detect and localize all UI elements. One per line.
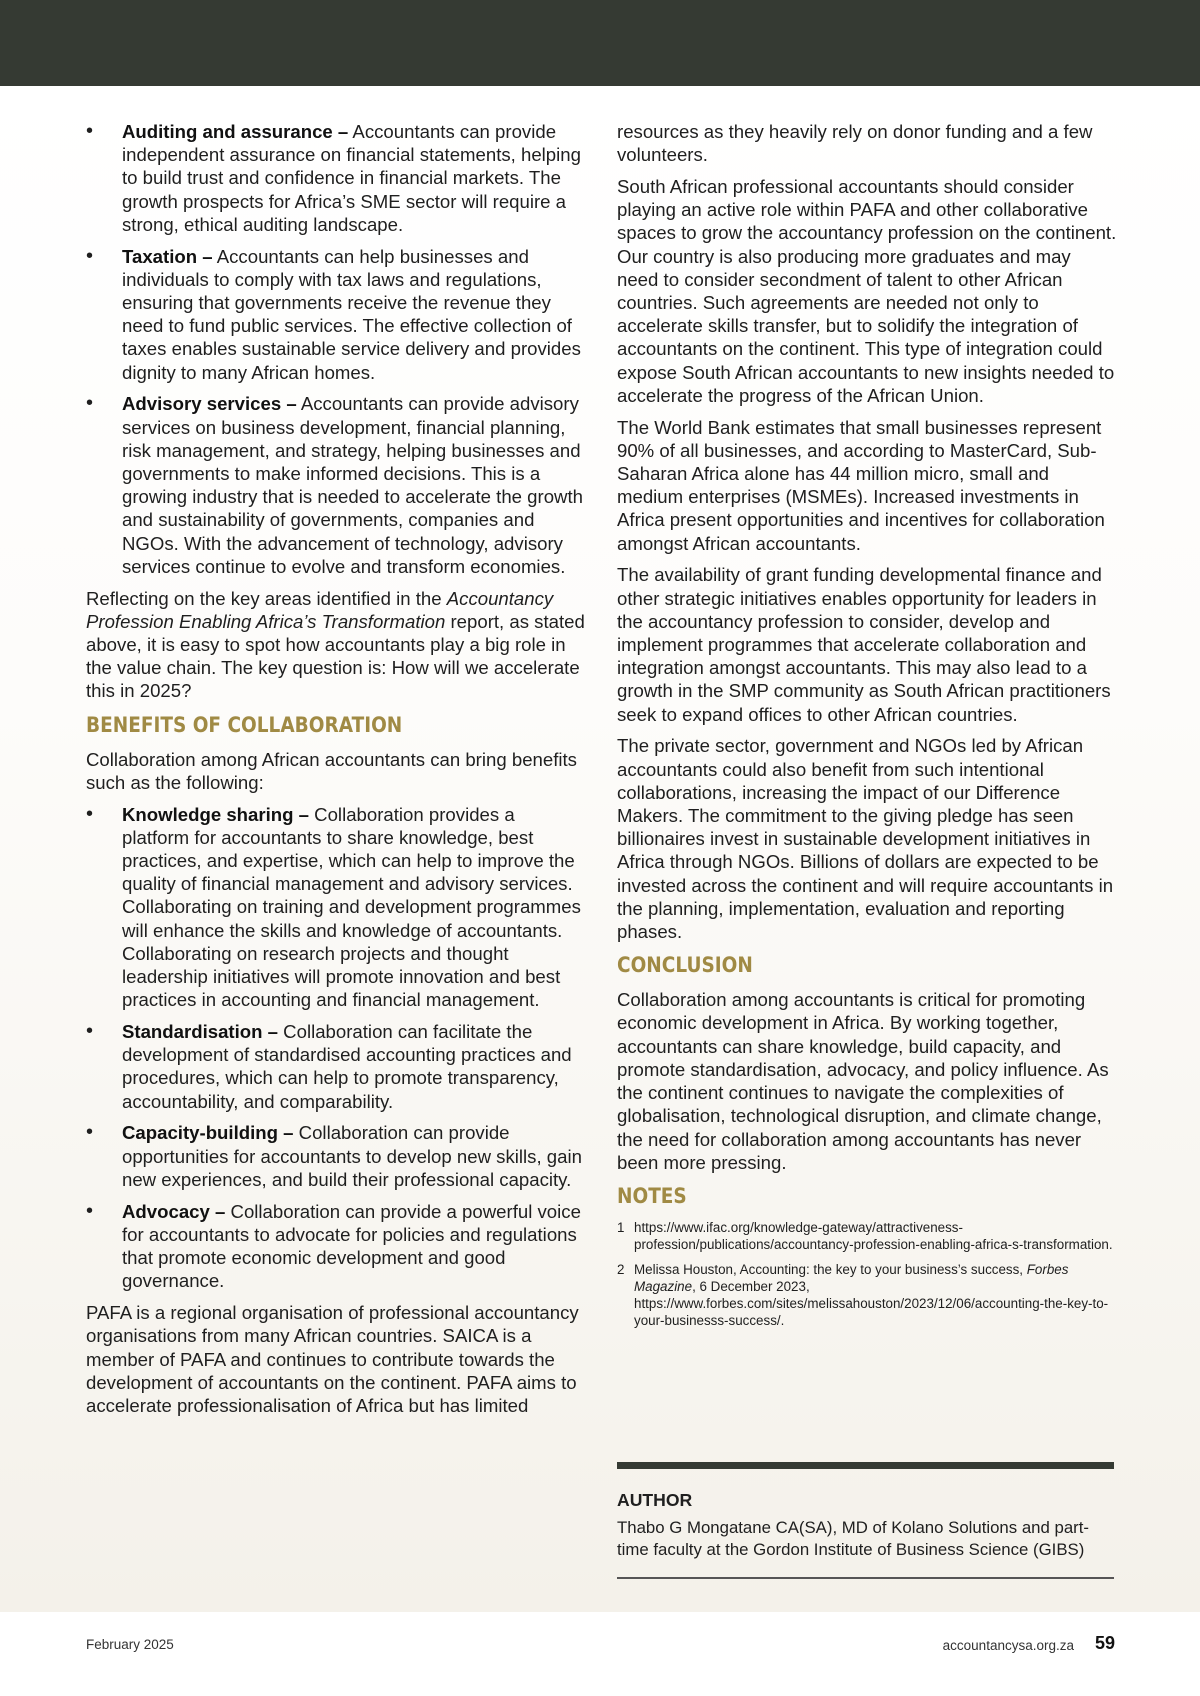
bullet-text: Collaboration provides a platform for accountants to share knowledge, best practices, and expertise, which can help to improve the quality of financial management and advisory services. Collaborating on training and development programmes will enhance the skills and knowledge of accountants. Collaborating on research projects and thought leadership initiatives will promote innovation and best practices in accounting and financial management. xyxy=(122,803,581,1011)
reflection-text: Reflecting on the key areas identified in the xyxy=(86,587,447,609)
reflection-paragraph xyxy=(86,587,586,703)
note-text: , 6 December 2023, https://www.forbes.com/sites/melissahouston/2023/12/06/accounting-the-key-to-your-businesss-success/. xyxy=(634,1278,1109,1328)
bullet-icon: • xyxy=(86,1199,94,1222)
bullet-icon: • xyxy=(86,1121,94,1144)
bullet-icon: • xyxy=(86,1020,94,1043)
bullet-text: Collaboration can facilitate the development of standardised accounting practices and procedures, which can help to promote transparency, accountability, and comparability. xyxy=(122,1021,572,1112)
bullet-term: Knowledge sharing – xyxy=(122,803,309,825)
bullet-term: Standardisation – xyxy=(122,1021,279,1043)
pafa-paragraph: PAFA is a regional organisation of professional accountancy organisations from many African countries. SAICA is a member of PAFA and continues to contribute towards the development of accountants on the continent. PAFA aims to accelerate professionalisation of Africa but has limited xyxy=(86,1302,579,1416)
bullet-icon: • xyxy=(86,244,94,267)
paragraph: The World Bank estimates that small businesses represent 90% of all businesses, and according to MasterCard, Sub-Saharan Africa alone has 44 million micro, small and medium enterprises (MSMEs). Increased investments in Africa present opportunities and incentives for collaboration amongst African accountants. xyxy=(617,416,1105,554)
paragraph: The private sector, government and NGOs led by African accountants could also benefit from such intentional collaborations, increasing the impact of our Difference Makers. The commitment to the giving pledge has seen billionaires invest in sustainable development initiatives in Africa through NGOs. Billions of dollars are expected to be invested across the continent and will require accountants in the planning, implementation, evaluation and reporting phases. xyxy=(617,735,1114,943)
footer-date: February 2025 xyxy=(86,1637,174,1652)
right-column xyxy=(617,120,1117,1337)
author-bio: Thabo G Mongatane CA(SA), MD of Kolano Solutions and part-time faculty at the Gordon Institute of Business Science (GIBS) xyxy=(617,1518,1089,1559)
bullet-item xyxy=(86,803,586,1012)
bullet-term: Auditing and assurance – xyxy=(122,121,349,142)
benefits-intro: Collaboration among African accountants can bring benefits such as the following: xyxy=(86,748,577,793)
author-divider-bottom xyxy=(617,1577,1114,1579)
bullet-item xyxy=(86,1200,586,1293)
bullet-icon: • xyxy=(86,392,94,415)
paragraph: The availability of grant funding developmental finance and other strategic initiatives enables opportunity for leaders in the accountancy profession to consider, develop and implement programmes that accelerate collaboration and integration amongst accountants. This may also lead to a growth in the SMP community as South African practitioners seek to expand offices to other African countries. xyxy=(617,564,1111,725)
notes-heading: NOTES xyxy=(617,1183,687,1209)
bullet-item xyxy=(86,245,586,384)
note-number: 1 xyxy=(617,1219,625,1235)
note-text: https://www.ifac.org/knowledge-gateway/attractiveness-profession/publications/accountancy-profession-enabling-africa-s-transformation. xyxy=(634,1219,1113,1252)
conclusion-paragraph: Collaboration among accountants is critical for promoting economic development in Africa. By working together, accountants can share knowledge, build capacity, and promote standardisation, advocacy, and policy influence. As the continent continues to navigate the complexities of globalisation, technological disruption, and climate change, the need for collaboration among accountants has never been more pressing. xyxy=(617,989,1109,1173)
bullet-term: Advocacy – xyxy=(122,1200,226,1222)
benefits-list xyxy=(86,803,586,1293)
notes-list xyxy=(617,1219,1117,1329)
bullet-icon: • xyxy=(86,120,94,142)
author-label: AUTHOR xyxy=(617,1490,693,1510)
bullet-term: Taxation – xyxy=(122,245,213,267)
header-band xyxy=(0,0,1200,86)
bullet-text: Accountants can provide advisory services on business development, financial planning, risk management, and strategy, helping businesses and governments to make informed decisions. This is a growing industry that is needed to accelerate the growth and sustainability of governments, companies and NGOs. With the advancement of technology, advisory services continue to evolve and transform economies. xyxy=(122,393,583,577)
footer-website-link[interactable]: accountancysa.org.za xyxy=(942,1638,1074,1653)
note-text: Melissa Houston, Accounting: the key to your business’s success, xyxy=(634,1261,1027,1277)
note-item xyxy=(617,1219,1117,1253)
reflection-text-end: report, as stated above, it is easy to spot how accountants play a big role in the value chain. The key question is: How will we accelerate this in 2025? xyxy=(86,610,585,702)
conclusion-heading: CONCLUSION xyxy=(617,953,753,979)
note-item xyxy=(617,1261,1117,1329)
bullet-text: Accountants can help businesses and individuals to comply with tax laws and regulations, ensuring that governments receive the revenue they need to fund public services. The effective collection of taxes enables sustainable service delivery and provides dignity to many African homes. xyxy=(122,245,581,383)
bullet-item xyxy=(86,120,586,236)
key-areas-list xyxy=(86,120,586,578)
bullet-term: Advisory services – xyxy=(122,393,297,415)
bullet-term: Capacity-building – xyxy=(122,1122,294,1144)
bullet-item xyxy=(86,392,586,578)
paragraph: resources as they heavily rely on donor funding and a few volunteers. xyxy=(617,121,1093,166)
bullet-item xyxy=(86,1020,586,1113)
page-number: 59 xyxy=(1094,1633,1115,1653)
bullet-item xyxy=(86,1121,586,1191)
left-column xyxy=(86,120,586,1426)
author-divider-top xyxy=(617,1462,1114,1469)
report-title: Accountancy Profession Enabling Africa’s Transformation xyxy=(86,587,554,632)
bullet-icon: • xyxy=(86,802,94,825)
benefits-heading: BENEFITS OF COLLABORATION xyxy=(86,712,403,738)
note-number: 2 xyxy=(617,1261,625,1277)
bullet-text: Collaboration can provide a powerful voice for accountants to advocate for policies and regulations that promote economic development and good governance. xyxy=(122,1200,581,1292)
paragraph: South African professional accountants should consider playing an active role within PAFA and other collaborative spaces to grow the accountancy profession on the continent. Our country is also producing more graduates and may need to consider secondment of talent to other African countries. Such agreements are needed not only to accelerate skills transfer, but to solidify the integration of accountants on the continent. This type of integration could expose South African accountants to new insights needed to accelerate the progress of the African Union. xyxy=(617,176,1117,406)
author-box xyxy=(617,1462,1114,1579)
bullet-text: Collaboration can provide opportunities for accountants to develop new skills, gain new experiences, and build their professional capacity. xyxy=(122,1122,582,1190)
bullet-text: Accountants can provide independent assurance on financial statements, helping to build trust and confidence in financial markets. The growth prospects for Africa’s SME sector will require a strong, ethical auditing landscape. xyxy=(122,121,581,235)
note-text: Forbes Magazine xyxy=(634,1261,1069,1294)
